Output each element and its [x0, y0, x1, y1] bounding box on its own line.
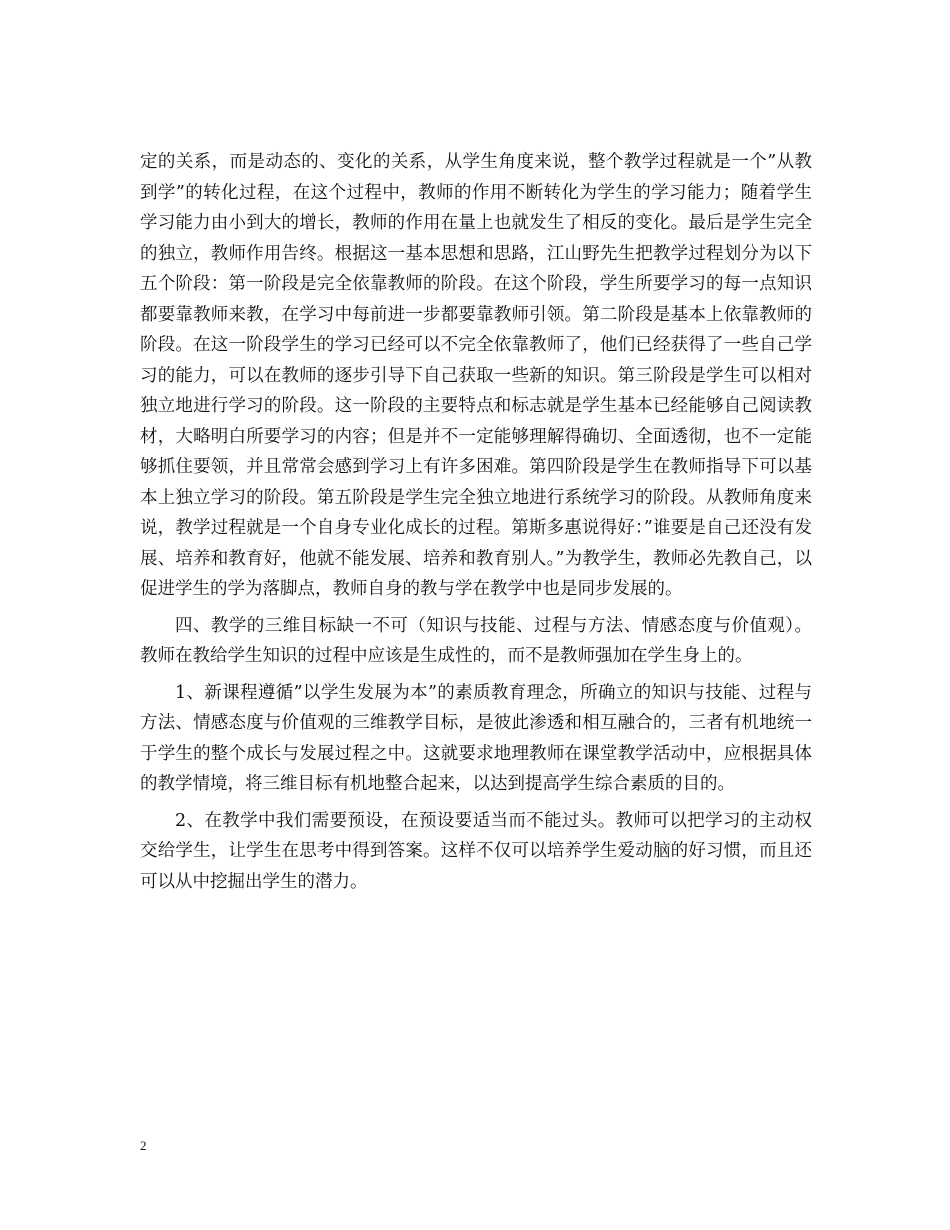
paragraph-point-one: 1、新课程遵循”以学生发展为本”的素质教育理念，所确立的知识与技能、过程与方法、情感态度与价值观的三维教学目标，是彼此渗透和相互融合的，三者有机地统一于学生的整个成长与发展过程之中。这就要求地理教师在课堂教学活动中，应根据具体的教学情境，将三维目标有机地整合起来，以达到提高学生综合素质的目的。: [140, 682, 812, 794]
page-number: 2: [140, 1138, 147, 1153]
paragraph-continued: 定的关系，而是动态的、变化的关系，从学生角度来说，整个教学过程就是一个”从教到学”的转化过程，在这个过程中，教师的作用不断转化为学生的学习能力；随着学生学习能力由小到大的增长，教师的作用在量上也就发生了相反的变化。最后是学生完全的独立，教师作用告终。根据这一基本思想和思路，江山野先生把教学过程划分为以下五个阶段：第一阶段是完全依靠教师的阶段。在这个阶段，学生所要学习的每一点知识都要靠教师来教，在学习中每前进一步都要靠教师引领。第二阶段是基本上依靠教师的阶段。在这一阶段学生的学习已经可以不完全依靠教师了，他们已经获得了一些自己学习的能力，可以在教师的逐步引导下自己获取一些新的知识。第三阶段是学生可以相对独立地进行学习的阶段。这一阶段的主要特点和标志就是学生基本已经能够自己阅读教材，大略明白所要学习的内容；但是并不一定能够理解得确切、全面透彻，也不一定能够抓住要领，并且常常会感到学习上有许多困难。第四阶段是学生在教师指导下可以基本上独立学习的阶段。第五阶段是学生完全独立地进行系统学习的阶段。从教师角度来说，教学过程就是一个自身专业化成长的过程。第斯多惠说得好：”谁要是自己还没有发展、培养和教育好，他就不能发展、培养和教育别人。”为教学生，教师必先教自己，以促进学生的学为落脚点，教师自身的教与学在教学中也是同步发展的。: [140, 152, 812, 599]
paragraph-section-four: 四、教学的三维目标缺一不可（知识与技能、过程与方法、情感态度与价值观）。教师在教给学生知识的过程中应该是生成性的，而不是教师强加在学生身上的。: [140, 615, 812, 666]
document-body: [140, 147, 812, 897]
paragraph-point-two: 2、在教学中我们需要预设，在预设要适当而不能过头。教师可以把学习的主动权交给学生，让学生在思考中得到答案。这样不仅可以培养学生爱动脑的好习惯，而且还可以从中挖掘出学生的潜力。: [140, 810, 812, 892]
